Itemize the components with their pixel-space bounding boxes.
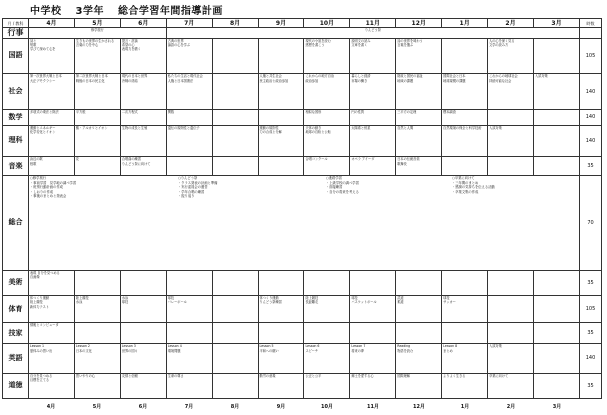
subject-name: 数学 — [3, 109, 29, 125]
plan-cell: 三平方の定理 — [396, 109, 442, 125]
plan-cell: 運動の規則性 力の合成と分解 — [258, 125, 304, 157]
subject-row — [3, 344, 602, 373]
plan-cell: Lesson 3 世界の国々 — [120, 344, 166, 373]
title-plan: 総合学習年間指導計画 — [117, 6, 223, 17]
subject-name: 英語 — [3, 344, 29, 373]
plan-cell — [396, 323, 442, 344]
plan-cell: 私たちの生活と現代社会 人権と日本国憲法 — [166, 74, 212, 110]
plan-cell: 郷土を愛する心 — [350, 373, 396, 398]
plan-cell — [212, 373, 258, 398]
plan-cell — [533, 157, 579, 176]
subject-name: 音楽 — [3, 157, 29, 176]
plan-cell: 合唱コンクール — [304, 157, 350, 176]
plan-cell: 第二次世界大戦と日本 戦後の日本の民主化 — [74, 74, 120, 110]
plan-cell: 詩と 短歌 学びて深めて心を — [29, 38, 75, 74]
plan-cell: 情報とコンピュータ — [29, 323, 75, 344]
plan-cell: 自然環境の保全と科学技術 — [442, 125, 488, 157]
plan-cell: 人権と共生社会 民主政治と政治参加 — [258, 74, 304, 110]
footer-month-label: 11月 — [367, 404, 379, 410]
plan-cell: 現代の日本と世界 冷戦の終結 — [120, 74, 166, 110]
plan-cell — [212, 270, 258, 295]
plan-cell: 日本の伝統音楽 歌舞伎 — [396, 157, 442, 176]
month-header: 5月 — [74, 19, 120, 28]
plan-cell: 酸・アルカリとイオン — [74, 125, 120, 157]
events-label: 行事 — [3, 28, 29, 39]
plan-cell: 関数 — [166, 109, 212, 125]
plan-cell: 陸上競技 長距離走 — [304, 295, 350, 322]
plan-cell: 合唱曲の練習 りんどう祭に向けて — [120, 157, 166, 176]
plan-cell — [533, 109, 579, 125]
title-grade: 3学年 — [75, 6, 104, 17]
plan-cell: Lesson 2 日本の文化 — [74, 344, 120, 373]
plan-cell: 多項式の乗法と除法 — [29, 109, 75, 125]
month-header: 3月 — [533, 19, 579, 28]
plan-cell — [120, 323, 166, 344]
plan-cell — [488, 295, 534, 322]
month-header: 12月 — [396, 19, 442, 28]
plan-cell: 球技 バレーボール — [166, 295, 212, 322]
footer-month-label: 10月 — [321, 404, 333, 410]
plan-cell: 遺伝の規則性と遺伝子 — [166, 125, 212, 157]
subject-row — [3, 109, 602, 125]
event-festival: りんどう祭 — [166, 28, 579, 39]
plan-cell — [120, 270, 166, 295]
plan-cell: 二次方程式 — [120, 109, 166, 125]
footer-month-label: 9月 — [276, 404, 286, 410]
subject-row — [3, 373, 602, 398]
subject-name: 総合 — [3, 176, 29, 271]
subject-row — [3, 323, 602, 344]
plan-cell — [304, 323, 350, 344]
plan-cell — [442, 157, 488, 176]
subject-hours: 140 — [580, 125, 602, 157]
plan-cell — [212, 295, 258, 322]
plan-cell: 国際理解 — [396, 373, 442, 398]
footer-month-label: 3月 — [552, 404, 562, 410]
events-hours — [580, 28, 602, 39]
subject-hours: 140 — [580, 344, 602, 373]
plan-cell — [488, 323, 534, 344]
plan-cell: 公正と公平 — [304, 373, 350, 398]
subject-hours: 35 — [580, 157, 602, 176]
plan-cell: 球技 バスケットボール — [350, 295, 396, 322]
plan-cell: Lesson 4 環境問題 — [166, 344, 212, 373]
hours-header: 時数 — [580, 19, 602, 28]
plan-cell — [442, 323, 488, 344]
subject-name: 技家 — [3, 323, 29, 344]
plan-cell: 自分を見つめる 目標を立てる — [29, 373, 75, 398]
footer-month-label: 6月 — [138, 404, 148, 410]
plan-cell — [258, 157, 304, 176]
plan-cell: 入試対策 — [533, 74, 579, 110]
subject-hours: 140 — [580, 109, 602, 125]
plan-cell: 入試対策 — [488, 125, 534, 157]
plan-cell: 暮らしと経済 市場の働き — [350, 74, 396, 110]
subject-hours: 35 — [580, 323, 602, 344]
subject-name: 道徳 — [3, 373, 29, 398]
plan-cell: 財政と国民の福祉 地域の課題 — [396, 74, 442, 110]
plan-cell: 花 — [74, 157, 120, 176]
plan-cell: 説明文の読み 文章を書く — [350, 38, 396, 74]
plan-cell: 水泳 球技 — [120, 295, 166, 322]
month-header: 8月 — [212, 19, 258, 28]
plan-cell: 卒業に向けて — [488, 373, 534, 398]
plan-cell: 現代の小説を読む 感想を書こう — [304, 38, 350, 74]
plan-cell: オペラ アイーダ — [350, 157, 396, 176]
title-school: 中学校 — [30, 6, 62, 17]
plan-cell: 生命の尊さ — [166, 373, 212, 398]
plan-cell: 武道 柔道 — [396, 295, 442, 322]
plan-cell — [533, 373, 579, 398]
plan-cell: 古典の世界 論語の心を学ぶ — [166, 38, 212, 74]
subject-row — [3, 270, 602, 295]
plan-cell — [212, 344, 258, 373]
plan-cell — [533, 323, 579, 344]
plan-cell: 表現 自分を見つめる 自画像 — [29, 270, 75, 295]
subject-name: 社会 — [3, 74, 29, 110]
plan-cell — [488, 157, 534, 176]
plan-cell — [533, 38, 579, 74]
month-header: 6月 — [120, 19, 166, 28]
plan-cell: 生物の成長と生殖 — [120, 125, 166, 157]
plan-cell — [442, 38, 488, 74]
plan-cell — [212, 109, 258, 125]
plan-cell: Lesson 8 まとめ — [442, 344, 488, 373]
plan-cell — [533, 295, 579, 322]
sogo-block: ○卒業に向けて ・三年間のまとめ ・感謝の気持ちを伝える活動 ・卒業文集の作成 — [451, 176, 495, 194]
plan-table — [2, 18, 602, 399]
footer-month-label: 4月 — [46, 404, 56, 410]
subject-name: 美術 — [3, 270, 29, 295]
month-header: 9月 — [258, 19, 304, 28]
subject-name: 体育 — [3, 295, 29, 322]
plan-cell: 球技 サッカー — [442, 295, 488, 322]
plan-cell — [350, 323, 396, 344]
sogo-block: ○修学旅行 ・事前学習 見学地の調べ学習 ・班別行動計画の作成 ・しおりの作成 ・事後のまとめと発表会 — [30, 176, 77, 199]
subject-hours: 35 — [580, 270, 602, 295]
month-header: 7月 — [166, 19, 212, 28]
footer-month-label: 7月 — [184, 404, 194, 410]
plan-cell: 入試対策 — [488, 344, 534, 373]
month-header: 11月 — [350, 19, 396, 28]
plan-cell — [258, 38, 304, 74]
plan-cell: 第一次世界大戦と日本 大正デモクラシー — [29, 74, 75, 110]
events-row — [3, 28, 602, 39]
plan-cell: 国際社会と日本 地球規模の課題 — [442, 74, 488, 110]
plan-cell: これからの地球社会 持続可能な社会 — [488, 74, 534, 110]
subject-row — [3, 157, 602, 176]
plan-cell — [212, 157, 258, 176]
plan-cell — [533, 125, 579, 157]
sogo-content — [29, 176, 580, 271]
corner-cell: 月 / 教科 — [3, 19, 29, 28]
plan-cell: 体つくり運動 りんどう祭練習 — [258, 295, 304, 322]
plan-cell: Lesson 6 スピーチ — [304, 344, 350, 373]
plan-cell: 自然と人間 — [396, 125, 442, 157]
plan-cell: Lesson 1 夏休みの思い出 — [29, 344, 75, 373]
subject-row — [3, 74, 602, 110]
plan-cell: 天体の動き 地球の自転と公転 — [304, 125, 350, 157]
plan-cell: 体つくり運動 陸上競技 新体力テスト — [29, 295, 75, 322]
plan-cell: 人の心を深く見る 文学の読み方 — [488, 38, 534, 74]
plan-cell — [212, 74, 258, 110]
plan-cell — [166, 323, 212, 344]
event-trip: 修学旅行 — [29, 28, 167, 39]
plan-cell: Reading 物語を読む — [396, 344, 442, 373]
plan-cell — [533, 270, 579, 295]
subject-hours: 105 — [580, 38, 602, 74]
sogo-block: ○進路学習 ・上級学校の調べ学習 ・面接練習 ・自分の将来を考える — [325, 176, 359, 194]
footer-months — [0, 403, 607, 413]
month-header: 2月 — [488, 19, 534, 28]
month-header: 1月 — [442, 19, 488, 28]
plan-cell — [488, 109, 534, 125]
plan-cell: 浜辺の歌 校歌 — [29, 157, 75, 176]
plan-cell — [442, 270, 488, 295]
plan-cell — [304, 270, 350, 295]
subject-name: 国語 — [3, 38, 29, 74]
plan-cell — [166, 270, 212, 295]
plan-cell: よりよく生きる — [442, 373, 488, 398]
plan-cell: 提言・討論 希望の心 表現力を磨く — [120, 38, 166, 74]
page-title — [30, 2, 233, 17]
plan-cell: 相似な図形 — [304, 109, 350, 125]
footer-month-label: 12月 — [413, 404, 425, 410]
subject-row — [3, 125, 602, 157]
plan-cell — [258, 270, 304, 295]
subject-row — [3, 38, 602, 74]
header-row — [3, 19, 602, 28]
plan-cell: 太陽系と恒星 — [350, 125, 396, 157]
plan-cell: 思いやりの心 — [74, 373, 120, 398]
plan-cell — [533, 344, 579, 373]
subject-name: 理科 — [3, 125, 29, 157]
subject-hours: 105 — [580, 295, 602, 322]
subject-row — [3, 295, 602, 322]
plan-cell — [396, 270, 442, 295]
plan-cell — [212, 323, 258, 344]
plan-cell: Lesson 7 将来の夢 — [350, 344, 396, 373]
plan-cell: 友情と信頼 — [120, 373, 166, 398]
footer-month-label: 5月 — [92, 404, 102, 410]
subject-hours: 70 — [580, 176, 602, 271]
plan-cell — [74, 323, 120, 344]
plan-cell: 運動とエネルギー 化学変化とイオン — [29, 125, 75, 157]
plan-cell — [74, 270, 120, 295]
plan-cell: 標本調査 — [442, 109, 488, 125]
plan-cell: 生きもの世界の生かされる 言葉の力を中心 — [74, 38, 120, 74]
subject-hours: 140 — [580, 74, 602, 110]
plan-cell — [212, 125, 258, 157]
plan-cell — [488, 270, 534, 295]
footer-month-label: 1月 — [460, 404, 470, 410]
subject-row — [3, 176, 602, 271]
sogo-block: ○りんどう祭 ・クラス発表の計画と準備 ・実行委員会の運営 ・学年合唱の練習 ・振り返り — [177, 176, 218, 199]
plan-cell: 円の性質 — [350, 109, 396, 125]
plan-cell: これからの地方自治 政治参加 — [304, 74, 350, 110]
plan-cell: 陸上競技 水泳 — [74, 295, 120, 322]
plan-cell — [258, 109, 304, 125]
plan-cell — [212, 38, 258, 74]
plan-cell — [258, 323, 304, 344]
plan-cell: 平方根 — [74, 109, 120, 125]
subject-hours: 35 — [580, 373, 602, 398]
plan-cell: 勤労の意義 — [258, 373, 304, 398]
footer-month-label: 8月 — [230, 404, 240, 410]
footer-month-label: 2月 — [506, 404, 516, 410]
plan-cell: 詩の世界を味わう 言葉を選ぶ — [396, 38, 442, 74]
plan-cell — [166, 157, 212, 176]
month-header: 10月 — [304, 19, 350, 28]
plan-cell: Lesson 5 平和への願い — [258, 344, 304, 373]
plan-cell — [350, 270, 396, 295]
month-header: 4月 — [29, 19, 75, 28]
